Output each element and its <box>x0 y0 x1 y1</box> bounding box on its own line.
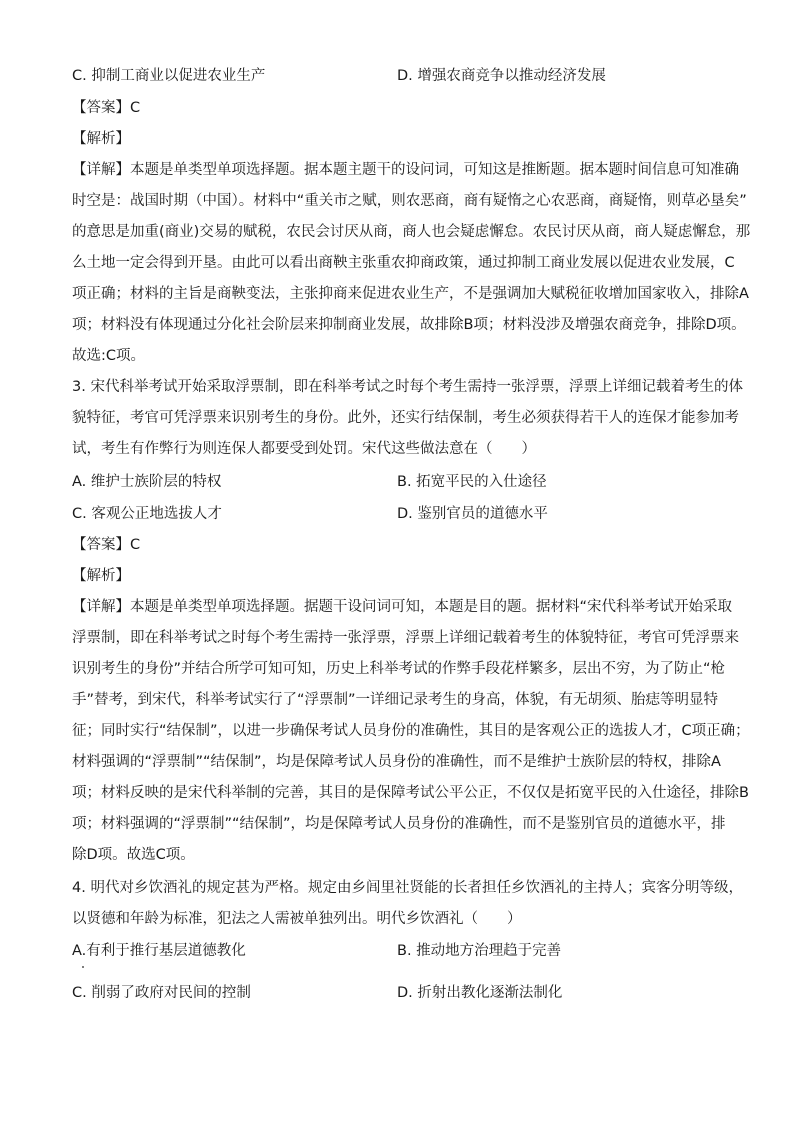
q3-detail-line: 浮票制，即在科举考试之时每个考生需持一张浮票，浮票上详细记载着考生的体貌特征，考官可凭浮票来 <box>72 630 739 646</box>
q2-detail-line: 的意思是加重(商业)交易的赋税，农民会讨厌从商，商人也会疑虑懈怠。农民讨厌从商，商人疑虑懈怠，那 <box>72 224 751 240</box>
q4-option-d: D. 折射出教化逐渐法制化 <box>397 985 563 1001</box>
q2-detail-line: 【详解】本题是单类型单项选择题。据本题主题干的设问词，可知这是推断题。据本题时间信息可知准确 <box>72 162 739 178</box>
q4-stem-line: 4. 明代对乡饮酒礼的规定甚为严格。规定由乡闾里社贤能的长者担任乡饮酒礼的主持人；宾客分明等级， <box>72 880 743 896</box>
q4-option-b: B. 推动地方治理趋于完善 <box>397 943 562 959</box>
q2-detail-line: 项；材料没有体现通过分化社会阶层来抑制商业发展，故排除B项；材料没涉及增强农商竞争，排除D项。 <box>72 317 746 333</box>
q4-option-c: C. 削弱了政府对民间的控制 <box>72 985 251 1001</box>
q3-stem-line: 试，考生有作弊行为则连保人都要受到处罚。宋代这些做法意在（ ） <box>72 441 536 457</box>
q3-detail-line: 除D项。故选C项。 <box>72 847 195 863</box>
q3-stem-line: 貌特征，考官可凭浮票来识别考生的身份。此外，还实行结保制，考生必须获得若干人的连保才能参加考 <box>72 410 739 426</box>
stray-dot-mark <box>82 966 84 968</box>
q2-analysis-heading: 【解析】 <box>72 131 130 147</box>
q3-detail-line: 【详解】本题是单类型单项选择题。据题干设问词可知，本题是目的题。据材料“宋代科举考试开始采取 <box>72 599 733 615</box>
q3-stem-line: 3. 宋代科举考试开始采取浮票制，即在科举考试之时每个考生需持一张浮票，浮票上详细记载着考生的体 <box>72 379 743 395</box>
q3-analysis-heading: 【解析】 <box>72 568 130 584</box>
q2-detail-line: 故选:C项。 <box>72 348 146 364</box>
q2-detail-line: 么土地一定会得到开垦。由此可以看出商鞅主张重农抑商政策，通过抑制工商业发展以促进农业发展，C <box>72 255 735 271</box>
q4-stem-line: 以贤德和年龄为标准，犯法之人需被单独列出。明代乡饮酒礼（ ） <box>72 911 522 927</box>
q3-option-a: A. 维护士族阶层的特权 <box>72 474 222 490</box>
q2-option-d: D. 增强农商竞争以推动经济发展 <box>397 68 606 84</box>
q3-detail-line: 项；材料强调的“浮票制”“结保制”，均是保障考试人员身份的准确性，而不是鉴别官员的道德水平，排 <box>72 816 726 832</box>
q3-option-d: D. 鉴别官员的道德水平 <box>397 506 548 522</box>
q3-answer: 【答案】C <box>72 537 141 553</box>
q2-detail-line: 时空是：战国时期（中国）。材料中“重关市之赋，则农恶商，商有疑惰之心农恶商，商疑惰，则草必垦矣” <box>72 193 747 209</box>
q3-option-c: C. 客观公正地选拔人才 <box>72 506 222 522</box>
q2-answer: 【答案】C <box>72 100 141 116</box>
q3-detail-line: 项；材料反映的是宋代科举制的完善，其目的是保障考试公平公正，不仅仅是拓宽平民的入仕途径，排除B <box>72 785 749 801</box>
q3-detail-line: 手”替考，到宋代，科举考试实行了“浮票制”一详细记录考生的身高，体貌，有无胡须、胎痣等明显特 <box>72 692 719 708</box>
q3-detail-line: 征；同时实行“结保制”，以进一步确保考试人员身份的准确性，其目的是客观公正的选拔人才，C项正确； <box>72 723 750 739</box>
q4-option-a: A.有利于推行基层道德教化 <box>72 943 246 959</box>
q3-detail-line: 材料强调的“浮票制”“结保制”，均是保障考试人员身份的准确性，而不是维护士族阶层的特权，排除A <box>72 754 721 770</box>
q3-detail-line: 识别考生的身份”并结合所学可知可知，历史上科举考试的作弊手段花样繁多，层出不穷，为了防止“枪 <box>72 661 726 677</box>
q3-option-b: B. 拓宽平民的入仕途径 <box>397 474 547 490</box>
q2-detail-line: 项正确；材料的主旨是商鞅变法，主张抑商来促进农业生产，不是强调加大赋税征收增加国家收入，排除A <box>72 286 749 302</box>
q2-option-c: C. 抑制工商业以促进农业生产 <box>72 68 266 84</box>
